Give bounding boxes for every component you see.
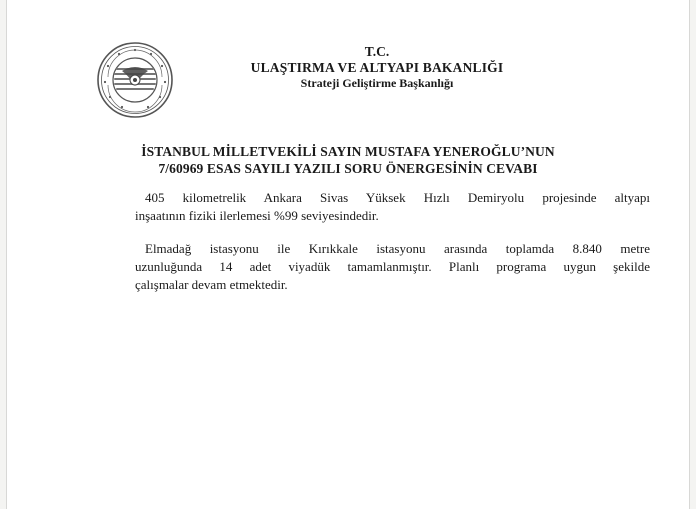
letterhead-country: T.C. — [364, 44, 390, 59]
title-line-1: İSTANBUL MİLLETVEKİLİ SAYIN MUSTAFA YENEROĞLU’NUN — [141, 144, 555, 159]
paragraph-1-line-2: inşaatının fiziki ilerlemesi %99 seviyesindedir. — [135, 208, 379, 223]
paragraph-2 — [135, 240, 650, 294]
title-line-2: 7/60969 ESAS SAYILI YAZILI SORU ÖNERGESİNİN CEVABI — [158, 161, 538, 176]
letterhead — [212, 44, 542, 91]
letterhead-department: Strateji Geliştirme Başkanlığı — [300, 76, 454, 90]
document-page — [6, 0, 690, 509]
paragraph-1 — [135, 189, 650, 225]
paragraph-2-line-2: uzunluğunda 14 adet viyadük tamamlanmıştır. Planlı programa uygun şekilde — [135, 259, 650, 274]
paragraph-1-line-1: 405 kilometrelik Ankara Sivas Yüksek Hızlı Demiryolu projesinde altyapı — [145, 190, 650, 205]
ministry-seal-icon — [96, 41, 174, 119]
letterhead-ministry: ULAŞTIRMA VE ALTYAPI BAKANLIĞI — [250, 60, 504, 75]
paragraph-2-line-1: Elmadağ istasyonu ile Kırıkkale istasyonu arasında toplamda 8.840 metre — [145, 241, 650, 256]
document-title — [47, 143, 649, 177]
paragraph-2-line-3: çalışmalar devam etmektedir. — [135, 277, 288, 292]
